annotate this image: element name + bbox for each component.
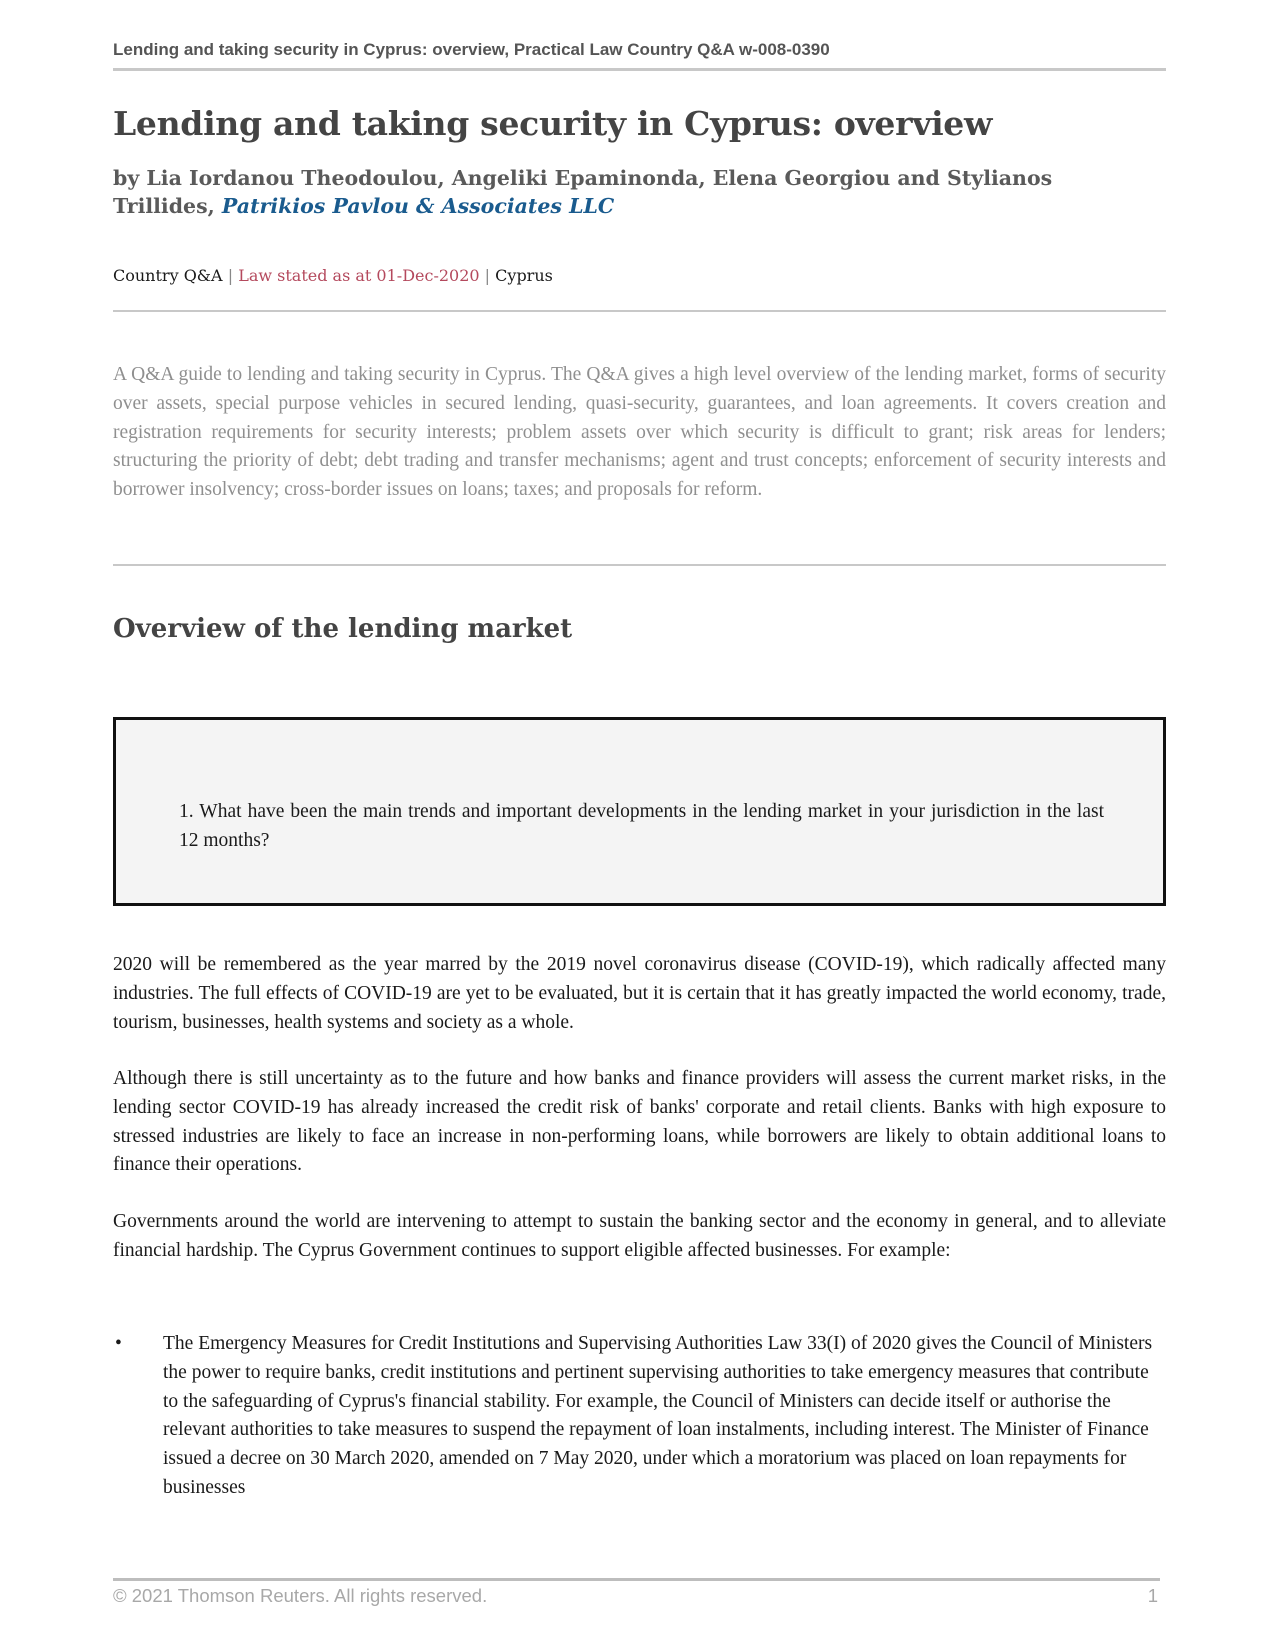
paragraph-3: Governments around the world are intervening to attempt to sustain the banking sector and the economy in general, and to alleviate financial hardship. The Cyprus Government continues to support eligible affected businesses. For example:: [113, 1211, 1166, 1261]
bullet-text: The Emergency Measures for Credit Institutions and Supervising Authorities Law 33(I) of 2020 gives the Council of Ministers the power to require banks, credit institutions and pertinent supervising authorities to take emergency measures that contribute to the safeguarding of Cyprus's financial stability. For example, the Council of Ministers can decide itself or authorise the relevant authorities to take measures to suspend the repayment of loan instalments, including interest. The Minister of Finance issued a decree on 30 March 2020, amended on 7 May 2020, under which a moratorium was placed on loan repayments for businesses: [163, 1333, 1153, 1498]
meta-separator: |: [227, 266, 234, 285]
page-number: 1: [1147, 1585, 1158, 1606]
meta-jurisdiction: Cyprus: [495, 266, 553, 285]
meta-rule: [113, 310, 1166, 312]
question-text: 1. What have been the main trends and important developments in the lending market in your jurisdiction in the last 12 months?: [179, 801, 1104, 851]
abstract-rule: [113, 564, 1166, 566]
document-title: Lending and taking security in Cyprus: overview: [113, 104, 993, 143]
meta-separator: |: [484, 266, 491, 285]
header-rule: [113, 68, 1166, 71]
section-heading: Overview of the lending market: [113, 614, 573, 644]
authors-names: by Lia Iordanou Theodoulou, Angeliki Epaminonda, Elena Georgiou and Stylianos Trillides,: [113, 166, 1053, 218]
authors-line: [113, 164, 1113, 220]
abstract: A Q&A guide to lending and taking security in Cyprus. The Q&A gives a high level overview of the lending market, forms of security over assets, special purpose vehicles in secured lending, quasi-security, guarantees, and loan agreements. It covers creation and registration requirements for security interests; problem assets over which security is difficult to grant; risk areas for lenders; structuring the priority of debt; debt trading and transfer mechanisms; agent and trust concepts; enforcement of security interests and borrower insolvency; cross-border issues on loans; taxes; and proposals for reform.: [113, 364, 1166, 501]
meta-law-stated: Law stated as at 01-Dec-2020: [238, 266, 480, 285]
bullet-marker: •: [115, 1333, 122, 1354]
meta-type: Country Q&A: [113, 266, 223, 285]
footer-rule: [113, 1578, 1160, 1581]
document-meta: [113, 266, 553, 285]
copyright: © 2021 Thomson Reuters. All rights reserved.: [113, 1585, 488, 1606]
paragraph-2: Although there is still uncertainty as to the future and how banks and finance providers will assess the current market risks, in the lending sector COVID-19 has already increased the credit risk of banks' corporate and retail clients. Banks with high exposure to stressed industries are likely to face an increase in non-performing loans, while borrowers are likely to obtain additional loans to finance their operations.: [113, 1068, 1166, 1176]
paragraph-1: 2020 will be remembered as the year marred by the 2019 novel coronavirus disease (COVID-19), which radically affected many industries. The full effects of COVID-19 are yet to be evaluated, but it is certain that it has greatly impacted the world economy, trade, tourism, businesses, health systems and society as a whole.: [113, 954, 1166, 1033]
question-box: [113, 717, 1166, 906]
running-header: Lending and taking security in Cyprus: overview, Practical Law Country Q&A w-008-0390: [113, 40, 830, 59]
firm-link[interactable]: Patrikios Pavlou & Associates LLC: [221, 194, 615, 218]
